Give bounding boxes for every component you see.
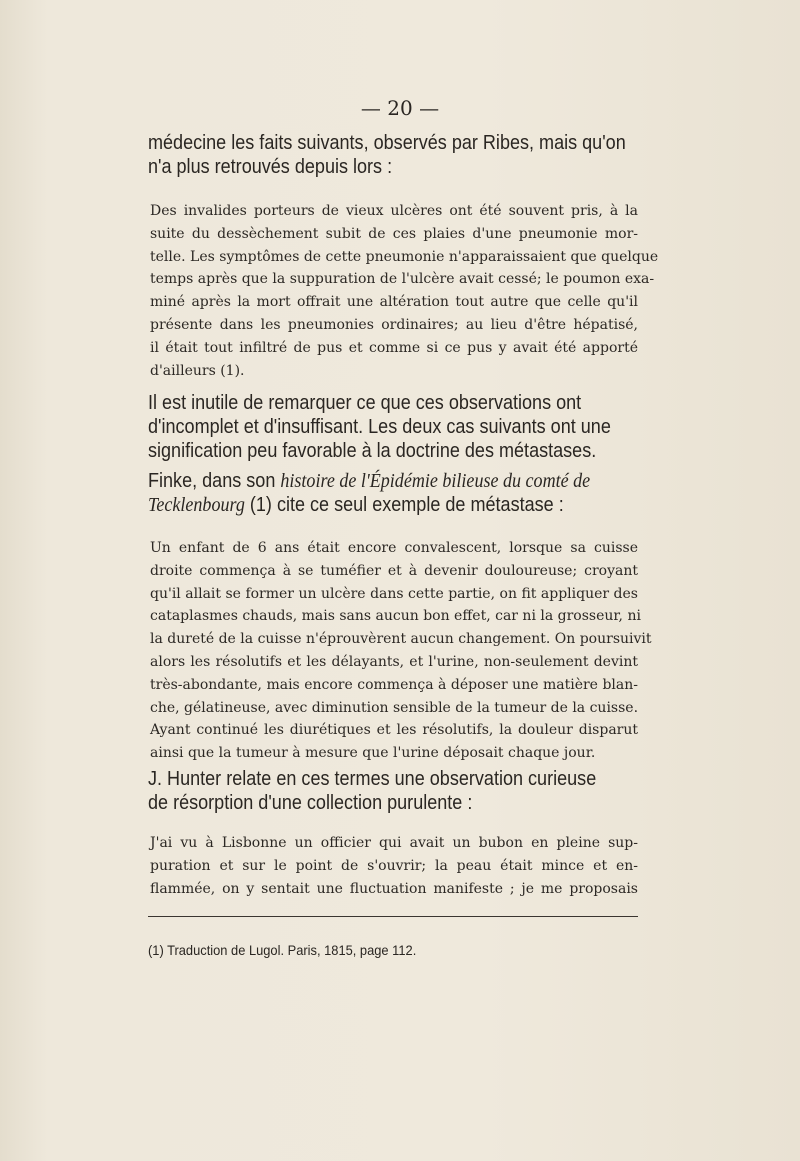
text-line: n'a plus retrouvés depuis lors :: [148, 155, 393, 178]
page-number: — 20 —: [360, 96, 440, 120]
text-line: médecine les faits suivants, observés par Ribes, mais qu'on: [148, 131, 626, 154]
text-line: alors les résolutifs et les délayants, et l'urine, non-seulement devint: [150, 653, 638, 670]
quote-hunter: [150, 832, 638, 900]
text-line: Il est inutile de remarquer ce que ces observations ont: [148, 391, 582, 414]
text-line: temps après que la suppuration de l'ulcère avait cessé; le poumon exa-: [150, 271, 655, 288]
text-line: puration et sur le point de s'ouvrir; la peau était mince et en-: [150, 857, 638, 874]
paragraph-intro: [148, 131, 626, 179]
text-line: Des invalides porteurs de vieux ulcères ont été souvent pris, à la: [150, 203, 638, 219]
text-line: ainsi que la tumeur à mesure que l'urine déposait chaque jour.: [150, 745, 596, 762]
text-line: [148, 493, 579, 517]
text-line: la dureté de la cuisse n'éprouvèrent aucun changement. On poursuivit: [150, 631, 652, 648]
text-line: telle. Les symptômes de cette pneumonie n'apparaissaient que quelque: [150, 248, 659, 265]
text-line: signification peu favorable à la doctrine des métastases.: [148, 439, 597, 462]
book-title: histoire de l'Épidémie bilieuse du comté de: [280, 470, 591, 492]
text-line: présente dans les pneumonies ordinaires; au lieu d'être hépatisé,: [150, 316, 638, 333]
quote-ribes: [150, 200, 659, 382]
text-line: che, gélatineuse, avec diminution sensible de la tumeur de la cuisse.: [150, 699, 639, 716]
text-line: J'ai vu à Lisbonne un officier qui avait un bubon en pleine sup-: [150, 835, 638, 851]
paragraph-commentary: [148, 391, 611, 463]
text-line: miné après la mort offrait une altération tout autre que celle qu'il: [150, 294, 638, 311]
paragraph-finke: [148, 469, 591, 517]
text-line: d'ailleurs (1).: [150, 362, 245, 379]
text-run: Finke, dans son: [148, 469, 281, 492]
footnote: (1) Traduction de Lugol. Paris, 1815, page 112.: [148, 942, 417, 958]
footnote-divider: [148, 916, 638, 917]
text-line: d'incomplet et d'insuffisant. Les deux cas suivants ont une: [148, 415, 611, 438]
text-line: flammée, on y sentait une fluctuation manifeste ; je me proposais: [150, 880, 638, 897]
text-line: qu'il allait se former un ulcère dans cette partie, on fit appliquer des: [150, 585, 638, 602]
text-run: (1) cite ce seul exemple de métastase :: [244, 493, 564, 516]
text-line: de résorption d'une collection purulente :: [148, 791, 473, 814]
text-line: droite commença à se tuméfier et à devenir douloureuse; croyant: [150, 562, 638, 579]
text-line: Ayant continué les diurétiques et les résolutifs, la douleur disparut: [150, 722, 638, 739]
text-line: J. Hunter relate en ces termes une observation curieuse: [148, 767, 597, 790]
text-line: suite du dessèchement subit de ces plaies d'une pneumonie mor-: [150, 225, 638, 242]
text-line: il était tout infiltré de pus et comme si ce pus y avait été apporté: [150, 339, 638, 356]
text-line: [148, 469, 591, 493]
text-line: très-abondante, mais encore commença à déposer une matière blan-: [150, 676, 638, 693]
text-line: Un enfant de 6 ans était encore convalescent, lorsque sa cuisse: [150, 540, 638, 556]
quote-finke: [150, 537, 652, 765]
paragraph-hunter: [148, 767, 597, 815]
text-line: cataplasmes chauds, mais sans aucun bon effet, car ni la grosseur, ni: [150, 608, 641, 625]
book-title: Tecklenbourg: [148, 494, 245, 516]
